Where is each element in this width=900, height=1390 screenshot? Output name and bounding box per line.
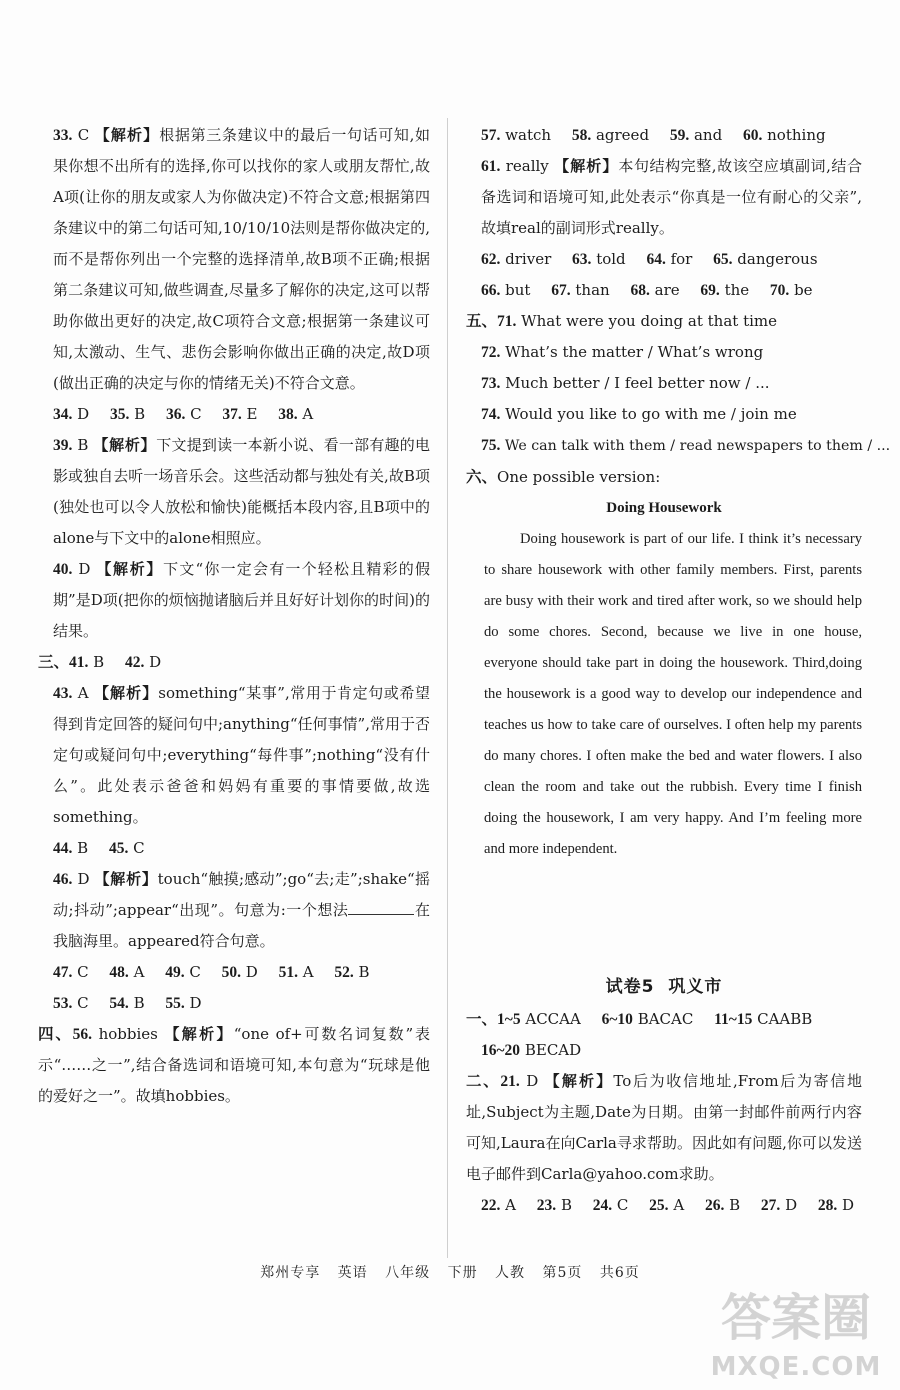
column-divider (447, 118, 448, 1258)
answers-44-45: 44. B 45. C (53, 839, 145, 857)
right-column (466, 120, 891, 865)
section-3-answers-41-42: 三、41. B 42. D (38, 653, 162, 671)
answers-34-38: 34. D 35. B 36. C 37. E 38. A (53, 405, 314, 423)
answers-57-60: 57. watch 58. agreed 59. and 60. nothing (481, 126, 826, 144)
answer-56: 四、56. hobbies 【解析】“one of+可数名词复数”表示“……之一”,结合备选词和语境可知,本句意为“玩球是他的爱好之一”。故填hobbies。 (38, 1025, 430, 1105)
answer-43: 43. A 【解析】something“某事”,常用于肯定句或希望得到肯定回答的疑问句中;anything“任何事情”,常用于否定句或疑问句中;everything“每件事”;nothing“没有什么”。此处表示爸爸和妈妈有重要的事情要做,故选something。 (53, 684, 430, 826)
exam-5-section (466, 970, 862, 1221)
fill-blank-line (348, 900, 414, 915)
essay-body: Doing housework is part of our life. I think it’s necessary to share housework with other family members. First, parents are busy with their work and tired after work, so we should help do some chores. Second, because we live in one house, everyone should take part in doing the housework. Third,doing the housework is a good way to develop our independence and teaches us how to take care of ourselves. I often help my parents do many chores. I often make the bed and water flowers. I also clean the room and take out the rubbish. Every time I finish doing the housework, I am very happy. And I’m feeling more and more independent. (484, 531, 862, 857)
answer-72: 72. What’s the matter / What’s wrong (481, 343, 764, 361)
watermark-logo: 答案圈 MXQE.COM (710, 1289, 882, 1382)
answer-71: 五、71. What were you doing at that time (466, 312, 778, 330)
answer-46: 46. D 【解析】touch“触摸;感动”;go“去;走”;shake“摇动;抖动”;appear“出现”。句意为:一个想法 在我脑海里。appeared符合句意。 (53, 870, 430, 950)
answers-62-65: 62. driver 63. told 64. for 65. dangerous (481, 250, 818, 268)
answer-74: 74. Would you like to go with me / join me (481, 405, 797, 423)
answers-66-70: 66. but 67. than 68. are 69. the 70. be (481, 281, 813, 299)
answers-47-52: 47. C 48. A 49. C 50. D 51. A 52. B (53, 963, 370, 981)
answer-61: 61. really 【解析】本句结构完整,故该空应填副词,结合备选词和语境可知,此处表示“你真是一位有耐心的父亲”,故填real的副词形式really。 (481, 157, 862, 237)
answer-40: 40. D 【解析】下文“你一定会有一个轻松且精彩的假期”是D项(把你的烦恼抛诸脑后并且好好计划你的时间)的结果。 (53, 560, 430, 640)
section-1-answers: 一、1~5 ACCAA 6~10 BACAC 11~15 CAABB (466, 1010, 813, 1028)
answer-73: 73. Much better / I feel better now / ... (481, 374, 770, 392)
page-footer: 郑州专享 英语 八年级 下册 人教 第5页 共6页 (260, 1265, 640, 1281)
left-column (38, 120, 430, 1112)
section-6-intro: 六、One possible version: (466, 468, 661, 486)
answers-22-28: 22. A 23. B 24. C 25. A 26. B 27. D 28. D (481, 1196, 855, 1214)
exam-5-heading: 试卷5 巩义市 (605, 977, 723, 997)
essay-title: Doing Housework (606, 500, 722, 516)
answer-75: 75. We can talk with them / read newspapers to them / ... (481, 437, 891, 454)
answer-21: 二、21. D 【解析】To后为收信地址,From后为寄信地址,Subject为主题,Date为日期。由第一封邮件前两行内容可知,Laura在向Carla寻求帮助。因此如有问题,你可以发送电子邮件到Carla@yahoo.com求助。 (466, 1072, 862, 1183)
answer-33: 33. C 【解析】根据第三条建议中的最后一句话可知,如果你想不出所有的选择,你可以找你的家人或朋友帮忙,故A项(让你的朋友或家人为你做决定)不符合文意;根据第四条建议中的第二句话可知,10/10/10法则是帮你做决定的,而不是帮你列出一个完整的选择清单,故B项不正确;根据第二条建议可知,做些调查,尽量多了解你的决定,这可以帮助你做出更好的决定,故C项符合文意;根据第一条建议可知,太激动、生气、悲伤会影响你做出正确的决定,故D项(做出正确的决定与你的情绪无关)不符合文意。 (53, 126, 430, 392)
section-1-answers-16-20: 16~20 BECAD (481, 1041, 582, 1059)
answers-53-55: 53. C 54. B 55. D (53, 994, 202, 1012)
answer-39: 39. B 【解析】下文提到读一本新小说、看一部有趣的电影或独自去听一场音乐会。这些活动都与独处有关,故B项(独处也可以令人放松和愉快)能概括本段内容,且B项中的alone与下文中的alone相照应。 (53, 436, 430, 547)
